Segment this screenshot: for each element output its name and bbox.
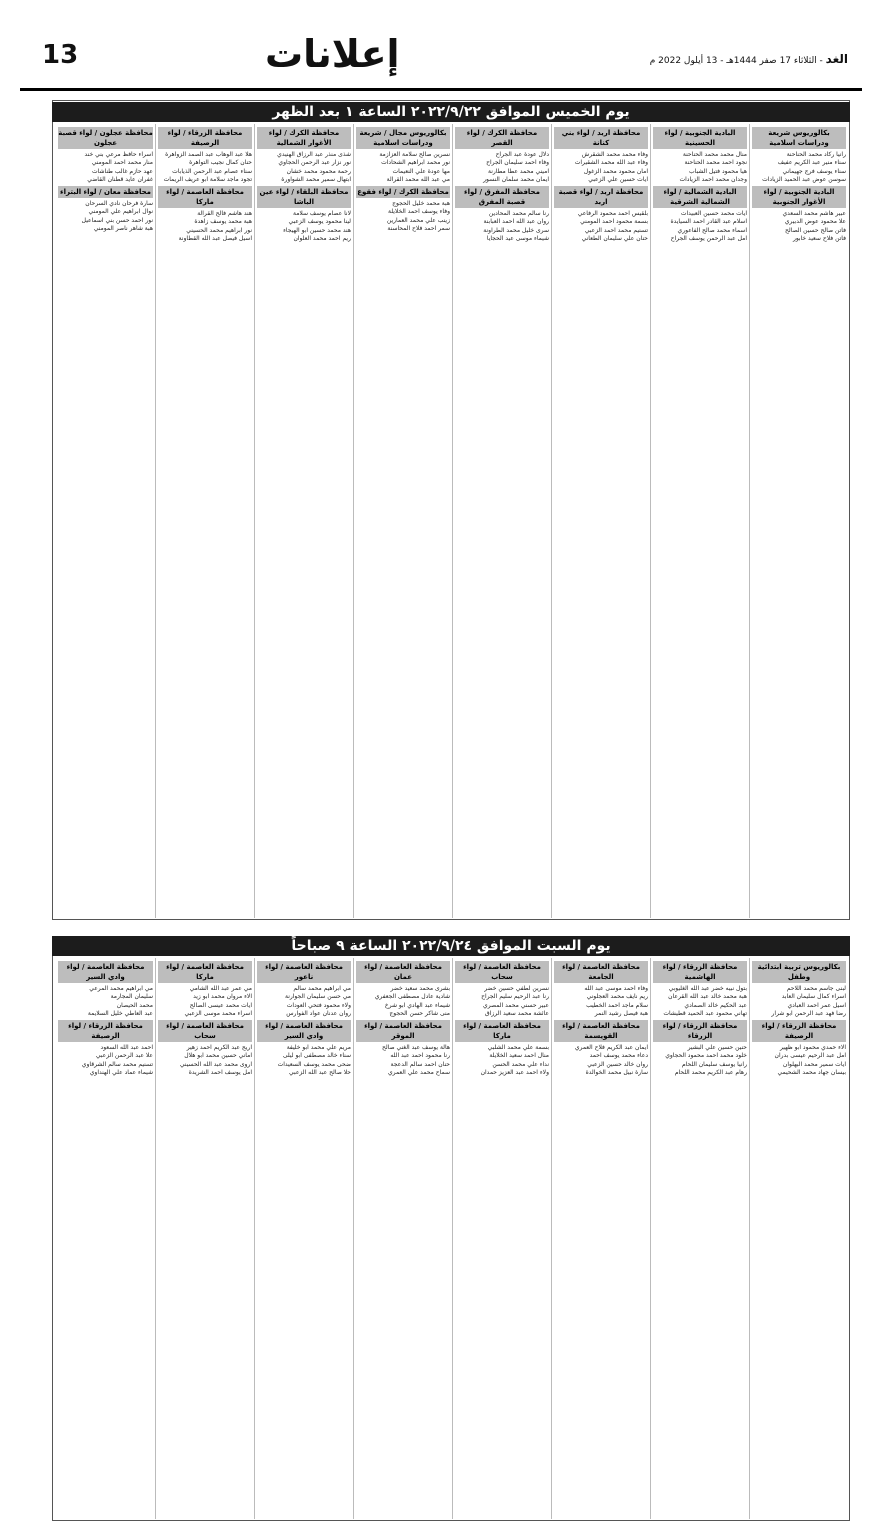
candidate-column xyxy=(749,958,848,1519)
candidate-name: نور محمد ابراهيم الشحادات xyxy=(381,159,450,167)
candidate-name: ولاء احمد عبد العزيز حمدان xyxy=(480,1069,549,1077)
section-title: إعلانات xyxy=(265,32,400,76)
candidate-name: رضا فهد عبد الرحمن ابو شرار xyxy=(771,1009,846,1017)
candidate-name: عبد الحكيم خالد الصمادي xyxy=(684,1001,747,1009)
candidate-name: اريج عبد الكريم احمد زهير xyxy=(186,1044,252,1052)
session-columns xyxy=(54,958,848,1519)
district-heading: محافظة اربد / لواء قصبة اربد xyxy=(554,186,648,208)
district-heading: محافظة العاصمة / لواء ماركا xyxy=(158,961,252,983)
candidate-name: وفاء محمد محمد الشقرش xyxy=(581,151,648,158)
candidate-name: روان خالد حسين الزعبي xyxy=(587,1060,648,1068)
candidate-name: اروى محمد عبد الله الحسيني xyxy=(179,1060,252,1068)
candidate-name: ريم احمد محمد العلوان xyxy=(293,235,351,243)
candidate-column xyxy=(353,124,452,918)
district-heading: محافظة العاصمة / لواء القويسمة xyxy=(554,1020,648,1042)
candidate-name: ضحى محمد يوسف السعيدات xyxy=(277,1060,351,1068)
candidate-column xyxy=(551,124,650,918)
candidate-name: بتول نبيه خضر عبد الله الغليوبي xyxy=(668,985,747,992)
candidate-name: شذى منذر عبد الرزاق الهنيدي xyxy=(277,151,351,158)
candidate-name: سرى خليل محمد الطراونة xyxy=(483,226,549,234)
candidate-name: سارة نبيل محمد الخوالدة xyxy=(585,1069,648,1077)
district-heading: محافظة العاصمة / لواء سحاب xyxy=(455,961,549,983)
candidate-name: منال محمد محمد الحناحنة xyxy=(682,151,747,158)
candidate-name: آيات محمد حسين العبيدات xyxy=(680,210,747,218)
candidate-name: مريم علي محمد ابو خليفة xyxy=(286,1044,351,1052)
paper-name: الغد xyxy=(825,52,848,66)
district-heading: محافظة اربد / لواء بني كنانة xyxy=(554,127,648,149)
district-heading: محافظة المفرق / لواء قصبة المفرق xyxy=(455,186,549,208)
candidate-name: هبة شاهر ناصر المومني xyxy=(93,225,153,233)
district-heading: محافظة معان / لواء البتراء xyxy=(58,186,153,198)
candidate-name: الاء حمدي محمود ابو ظهير xyxy=(780,1044,846,1052)
candidate-column xyxy=(650,124,749,918)
candidate-name: ولاء محمود فتحي العودات xyxy=(286,1001,351,1009)
candidate-name: تسنيم محمد احمد الزعبي xyxy=(584,226,648,234)
candidate-name: نوال ابراهيم علي المومني xyxy=(88,208,153,216)
candidate-column xyxy=(56,958,155,1519)
candidate-column xyxy=(551,958,650,1519)
session-banner: يوم الخميس الموافق ٢٠٢٢/٩/٢٢ الساعة ١ بعد الظهر xyxy=(52,102,850,122)
candidate-column xyxy=(56,124,155,918)
candidate-name: نسرين لطفي حسين خضر xyxy=(484,985,549,992)
candidate-name: دعاء محمد يوسف احمد xyxy=(589,1052,648,1060)
candidate-name: سليمان المجارمة xyxy=(110,993,153,1001)
candidate-column xyxy=(155,958,254,1519)
candidate-name: وجدان محمد احمد الزيادات xyxy=(679,175,747,183)
candidate-name: مي ابراهيم محمد المرعي xyxy=(89,985,153,992)
candidate-name: ايات سمير محمد البهلوان xyxy=(782,1060,846,1068)
candidate-name: تهاني محمود عبد الحميد قطيشات xyxy=(663,1009,747,1017)
candidate-name: شيماء عماد علي الهنداوي xyxy=(89,1069,153,1077)
candidate-name: امل عبد الرحمن يوسف الجراح xyxy=(670,235,747,243)
candidate-name: سارة فرحان نادي السرحان xyxy=(85,200,153,208)
district-heading: محافظة الزرقاء / لواء الرصيفة xyxy=(752,1020,846,1042)
candidate-name: منار محمد احمد المومني xyxy=(91,159,153,167)
candidate-name: نجود احمد محمد الحناحنة xyxy=(684,159,747,167)
candidate-name: نسرين صالح سلامة العزازمة xyxy=(379,151,450,158)
candidate-name: هند هاشم فالح القرالة xyxy=(197,210,252,218)
session-columns xyxy=(54,124,848,918)
candidate-name: رانيا يوسف سليمان اللحام xyxy=(681,1060,747,1068)
candidate-name: ايات حسين علي الزعبي xyxy=(588,175,648,183)
candidate-name: ريم نايف محمد العجلوني xyxy=(586,993,648,1001)
candidate-name: مي عبد الله محمد القرالة xyxy=(386,175,450,183)
district-heading: البادية الشمالية / لواء الشمالية الشرقية xyxy=(653,186,747,208)
candidate-column xyxy=(155,124,254,918)
district-heading: محافظة الكرك / لواء القصر xyxy=(455,127,549,149)
candidate-name: رحمة محمود محمد خشان xyxy=(286,167,351,175)
candidate-name: تسنيم محمد سالم الشرقاوي xyxy=(81,1060,153,1068)
candidate-name: شيماء موسى عيد الحجايا xyxy=(486,235,549,243)
candidate-name: علا عبد الرحمن الزعبي xyxy=(95,1052,153,1060)
candidate-name: هلا عبد الوهاب عبد الصمد الزواهرة xyxy=(165,151,252,158)
candidate-name: غفران عايد قطنان القاضي xyxy=(87,175,153,183)
candidate-name: شادية عادل مصطفى الجعفري xyxy=(374,993,450,1001)
district-heading: بكالوريوس مجال / شريعة ودراسات اسلامية xyxy=(356,127,450,149)
district-heading: محافظة العاصمة / لواء ناعور xyxy=(257,961,351,983)
candidate-name: وفاء احمد موسى عبد الله xyxy=(584,985,648,992)
candidate-name: سماح محمد علي العمري xyxy=(387,1069,450,1077)
candidate-name: اميني محمد عطا مطارنة xyxy=(487,167,549,175)
candidate-name: رهام عبد الكريم محمد اللحام xyxy=(674,1069,747,1077)
candidate-column xyxy=(650,958,749,1519)
candidate-name: حنين حسين علي البشير xyxy=(687,1044,747,1052)
district-heading: محافظة العاصمة / لواء وادي السير xyxy=(257,1020,351,1042)
candidate-name: روان عدنان عواد الفوارس xyxy=(286,1009,351,1017)
district-heading: محافظة العاصمة / لواء ماركا xyxy=(158,186,252,208)
candidate-name: الاء مروان محمد ابو زيد xyxy=(193,993,252,1001)
candidate-name: مي ابراهيم محمد سالم xyxy=(293,985,351,992)
candidate-name: منى شاكر حسن الحجوج xyxy=(389,1009,450,1017)
district-heading: البادية الجنوبية / لواء الحسينية xyxy=(653,127,747,149)
candidate-name: امل عبد الرحيم عيسى بدران xyxy=(774,1052,846,1060)
candidate-name: هند محمد حسين ابو الهيجاء xyxy=(283,226,351,234)
candidate-column xyxy=(452,124,551,918)
candidate-name: امان محمود محمد الزغول xyxy=(583,167,648,175)
candidate-name: دلال عودة عبد الجراح xyxy=(495,151,549,158)
candidate-name: مي عمر عبد الله الشامي xyxy=(189,985,252,992)
issue-date: - الثلاثاء 17 صفر 1444هـ - 13 أيلول 2022 م xyxy=(649,56,823,66)
candidate-name: اسراء حافظ مرعي بني خند xyxy=(84,151,153,158)
candidate-name: فاتن فلاح سعيد خابور xyxy=(792,235,846,243)
masthead xyxy=(20,28,862,91)
candidate-name: وفاء يوسف احمد الخلايلة xyxy=(388,208,450,216)
candidate-name: اسلام عبد القادر احمد السيايدة xyxy=(670,218,747,226)
candidate-name: اماني حسين محمد ابو هلال xyxy=(184,1052,252,1060)
candidate-column xyxy=(254,958,353,1519)
candidate-name: رانيا ركاد محمد الحناحنة xyxy=(786,151,846,158)
district-heading: محافظة الزرقاء / لواء الرصيفة xyxy=(158,127,252,149)
candidate-name: سناء منير عبد الكريم عفيف xyxy=(777,159,846,167)
candidate-name: سناء عصام عبد الرحمن الذيابات xyxy=(172,167,252,175)
candidate-name: نور نزار عبد الرحمن الحجاوي xyxy=(278,159,351,167)
candidate-name: فاتن صالح حسين الصالح xyxy=(785,226,846,234)
candidate-name: مها عودة علي النعيمات xyxy=(392,167,450,175)
district-heading: محافظة عجلون / لواء قصبة عجلون xyxy=(58,129,153,147)
candidate-name: سناء خالد مصطفى ابو ليلى xyxy=(282,1052,351,1060)
candidate-name: خلود محمد احمد محمود الحجاوي xyxy=(665,1052,747,1060)
candidate-name: حنان علي سليمان الطعاني xyxy=(581,235,648,243)
district-heading: محافظة الزرقاء / لواء الزرقاء xyxy=(653,1020,747,1042)
candidate-name: اسيل عمر احمد العبادي xyxy=(787,1001,846,1009)
candidate-name: عائشة محمد سعيد الرزاق xyxy=(485,1009,549,1017)
district-heading: محافظة العاصمة / لواء عمان xyxy=(356,961,450,983)
district-heading: محافظة العاصمة / لواء وادي السير xyxy=(58,961,153,983)
candidate-name: ايمان عبد الكريم فلاح العمري xyxy=(574,1044,648,1052)
district-heading: محافظة الكرك / لواء فقوع xyxy=(357,188,449,197)
candidate-name: هبة محمد خليل الحجوج xyxy=(392,200,450,208)
candidate-name: بلقيس احمد محمود الرفاعي xyxy=(577,210,648,218)
candidate-name: وفاء عبد الله محمد الشقيرات xyxy=(574,159,648,167)
candidate-name: احمد عبد الله السعود xyxy=(100,1044,153,1052)
candidate-name: اسراء محمد موسى الزعبي xyxy=(184,1009,252,1017)
candidate-name: لينا محمود يوسف الزعبي xyxy=(288,218,351,226)
candidate-name: اسراء كمال سليمان العابد xyxy=(781,993,846,1001)
candidate-name: رنا سالم محمد المحادين xyxy=(488,210,549,218)
candidate-name: ايمان محمد سلمان النسور xyxy=(483,175,549,183)
candidate-name: اسماء محمد صالح الفاعوري xyxy=(677,226,747,234)
district-heading: محافظة العاصمة / لواء ماركا xyxy=(455,1020,549,1042)
candidate-name: تجود ماجد سلامة ابو عريف الريمات xyxy=(163,175,252,183)
district-heading: محافظة العاصمة / لواء الجامعة xyxy=(554,961,648,983)
candidate-name: نور احمد حسن بني اسماعيل xyxy=(81,216,153,224)
candidate-name: عبير هاشم محمد السعدي xyxy=(782,210,846,218)
candidate-name: لبنى جاسم محمد اللاحم xyxy=(786,985,846,992)
candidate-name: نور ابراهيم محمد الحسيني xyxy=(186,226,252,234)
candidate-name: لانا عصام يوسف سلامة xyxy=(292,210,351,218)
candidate-column xyxy=(749,124,848,918)
candidate-column xyxy=(353,958,452,1519)
candidate-name: محمد الحيصان xyxy=(116,1001,153,1009)
candidate-name: هبة فيصل رشيد النمر xyxy=(594,1009,648,1017)
candidate-name: حنان احمد سالم الدعجة xyxy=(390,1060,450,1068)
candidate-name: هالة يوسف عبد الغني صالح xyxy=(381,1044,450,1052)
candidate-name: اسيل فيصل عبد الله القطاونة xyxy=(178,235,252,243)
candidate-name: بشرى محمد سعيد خضر xyxy=(390,985,450,992)
candidate-name: نداء علي محمد الحسن xyxy=(492,1060,549,1068)
candidate-name: سوسن عوض عبد الحميد الزيادات xyxy=(762,175,846,183)
candidate-name: ابتهال سمير محمد الشواورة xyxy=(281,175,351,183)
candidate-name: منال احمد سعيد الخلايلة xyxy=(489,1052,549,1060)
candidate-name: زينب علي محمد العمارين xyxy=(386,216,450,224)
candidate-name: هبة محمد خالد عبد الله القرعان xyxy=(668,993,747,1001)
candidate-name: بيسان جهاد محمد الشحيمي xyxy=(777,1069,846,1077)
candidate-name: مي حسن سليمان الجوارنة xyxy=(284,993,351,1001)
district-heading: بكالوريوس شريعة ودراسات اسلامية xyxy=(752,127,846,149)
candidate-name: عبد العاطي خليل السلايمة xyxy=(87,1009,153,1017)
candidate-name: سناء يوسف فرج جهيماني xyxy=(782,167,846,175)
district-heading: البادية الجنوبية / لواء الأغوار الجنوبية xyxy=(752,186,846,208)
candidate-column xyxy=(452,958,551,1519)
candidate-name: شيماء عبد الهادي ابو شرخ xyxy=(384,1001,450,1009)
district-heading: محافظة العاصمة / لواء سحاب xyxy=(158,1020,252,1042)
candidate-name: وفاء احمد سليمان الجراح xyxy=(486,159,549,167)
candidate-name: رنا محمود احمد عبد الله xyxy=(390,1052,450,1060)
candidate-name: هبة محمد يوسف زاهدة xyxy=(194,218,252,226)
district-heading: محافظة الكرك / لواء الأغوار الشمالية xyxy=(257,127,351,149)
candidate-column xyxy=(254,124,353,918)
candidate-name: سمر احمد فلاح المحاسنة xyxy=(387,225,450,233)
candidate-name: روان عبد الله احمد العبابنة xyxy=(483,218,549,226)
candidate-name: امل يوسف احمد الشريدة xyxy=(188,1069,252,1077)
page-number: 13 xyxy=(42,40,79,70)
candidate-name: حلا صالح عبد الله الزعبي xyxy=(289,1069,351,1077)
district-heading: محافظة الزرقاء / لواء الهاشمية xyxy=(653,961,747,983)
candidate-name: عبير حسني محمد المصري xyxy=(483,1001,549,1009)
candidate-name: بسمة علي محمد الشلبي xyxy=(487,1044,549,1052)
candidate-name: بسمة محمود احمد المومني xyxy=(580,218,648,226)
district-heading: محافظة الزرقاء / لواء الرصيفة xyxy=(58,1020,153,1042)
candidate-name: هيا محمود فتيل الشباب xyxy=(688,167,747,175)
candidate-name: علا محمود عوض الدبيري xyxy=(784,218,846,226)
date-line xyxy=(650,52,848,66)
candidate-name: عهد حازم غالب طناشات xyxy=(92,167,153,175)
candidate-name: رنا عبد الرحيم سليم الجراح xyxy=(481,993,549,1001)
district-heading: بكالوريوس تربية ابتدائية وطفل xyxy=(752,961,846,983)
session-banner: يوم السبت الموافق ٢٠٢٢/٩/٢٤ الساعة ٩ صباحاً xyxy=(52,936,850,956)
district-heading: محافظة البلقاء / لواء عين الباشا xyxy=(257,186,351,208)
district-heading: محافظة العاصمة / لواء الموقر xyxy=(356,1020,450,1042)
candidate-name: سلام ماجد احمد الخطيب xyxy=(586,1001,648,1009)
candidate-name: حنان كمال نجيب التواهرة xyxy=(189,159,252,167)
candidate-name: ايات محمد عيسى الصالح xyxy=(189,1001,252,1009)
